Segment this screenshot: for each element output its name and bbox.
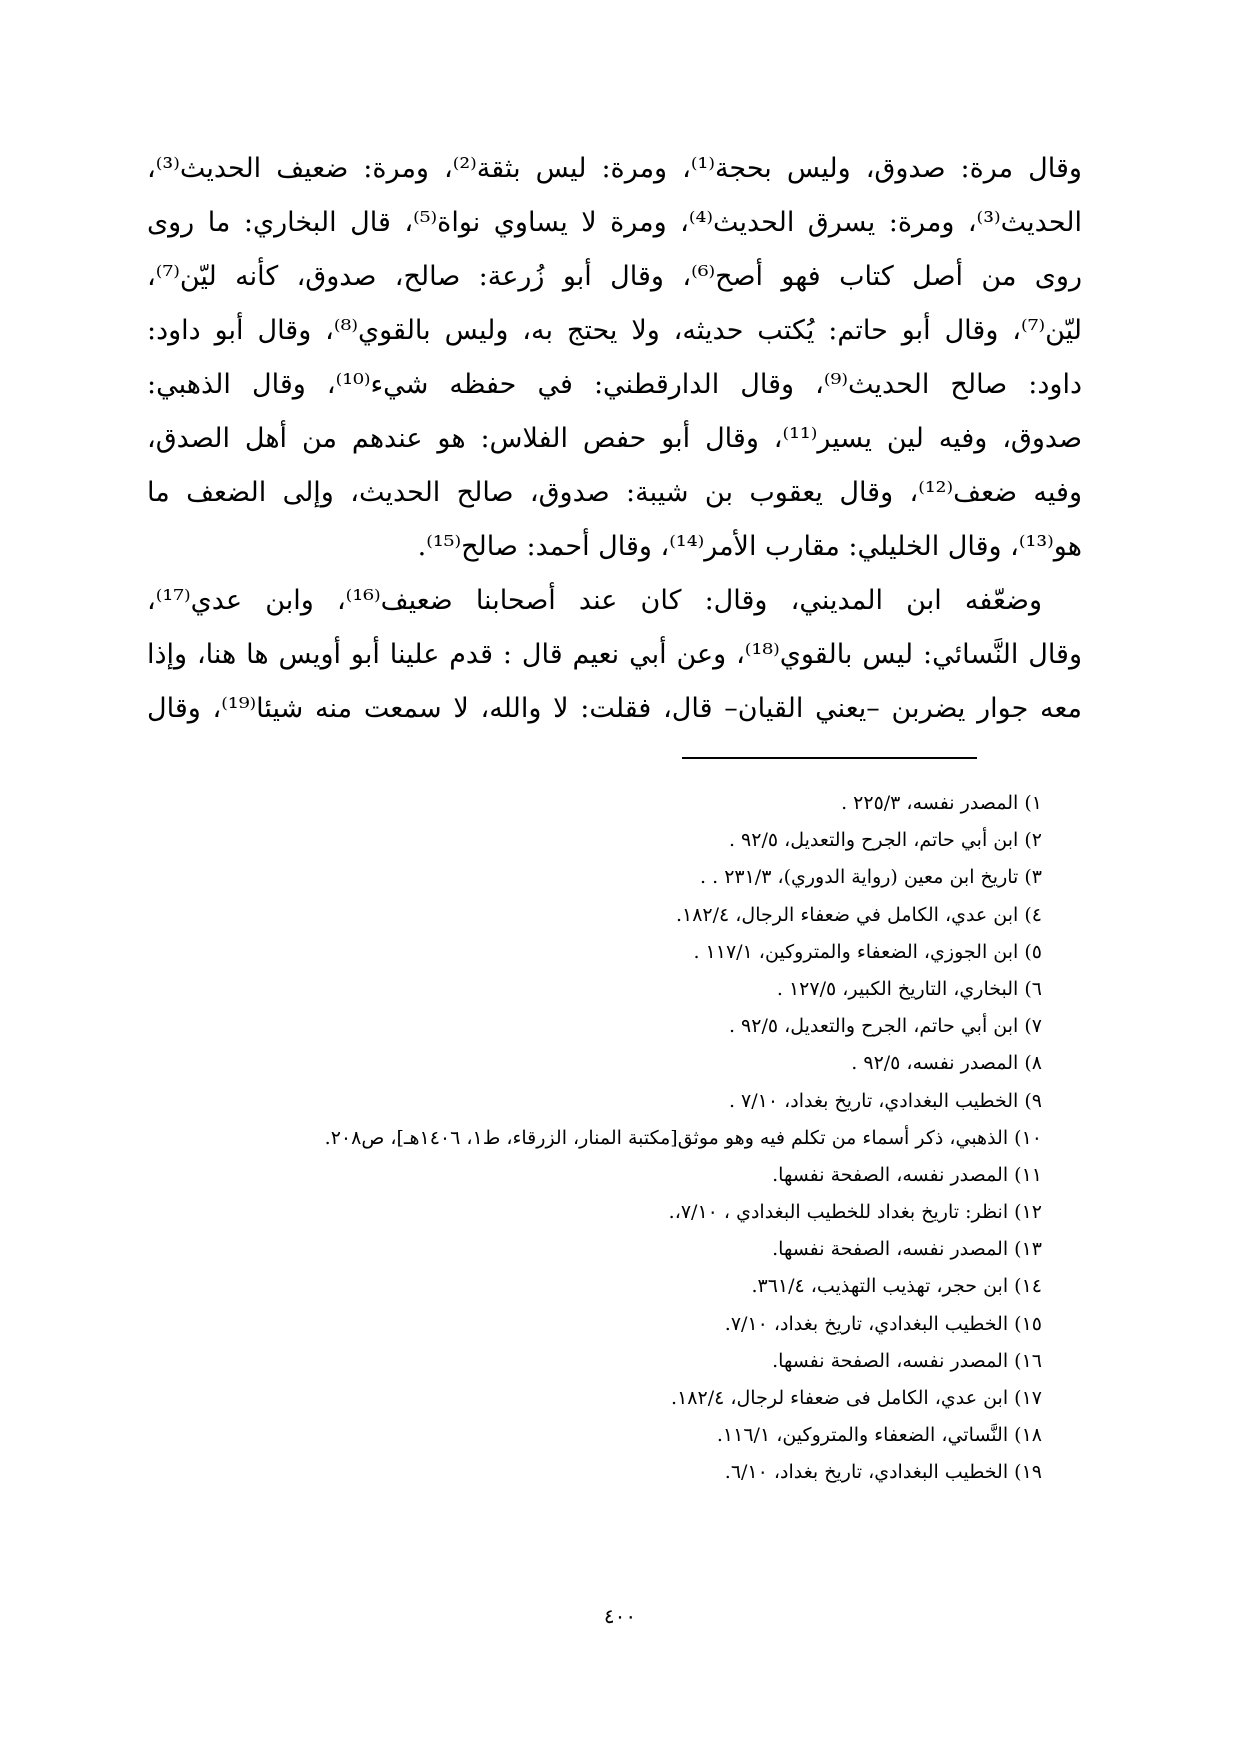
page-number: ٤٠٠ — [603, 1604, 637, 1628]
footnote-separator — [682, 757, 977, 759]
footnote-7: ٧) ابن أبي حاتم، الجرح والتعديل، ٩٢/٥ . — [728, 1015, 1042, 1038]
footnote-8: ٨) المصدر نفسه، ٩٢/٥ . — [851, 1052, 1042, 1075]
body-line-6: صدوق، وفيه لين يسير⁽¹¹⁾، وقال أبو حفص الفلاس: هو عندهم من أهل الصدق، — [147, 423, 1082, 454]
footnote-19: ١٩) الخطيب البغدادي، تاريخ بغداد، ٦/١٠. — [724, 1461, 1042, 1484]
footnote-15: ١٥) الخطيب البغدادي، تاريخ بغداد، ٧/١٠. — [724, 1312, 1042, 1335]
footnote-11: ١١) المصدر نفسه، الصفحة نفسها. — [772, 1163, 1042, 1186]
body-line-7: وفيه ضعف⁽¹²⁾، وقال يعقوب بن شيبة: صدوق، صالح الحديث، وإلى الضعف ما — [147, 477, 1082, 508]
body-line-3: روى من أصل كتاب فهو أصح⁽⁶⁾، وقال أبو زُرعة: صالح، صدوق، كأنه ليّن⁽⁷⁾، — [147, 261, 1082, 292]
footnote-9: ٩) الخطيب البغدادي، تاريخ بغداد، ٧/١٠ . — [728, 1089, 1042, 1112]
body-line-11: معه جوار يضربن –يعني القيان– قال، فقلت: لا والله، لا سمعت منه شيئا⁽¹⁹⁾، وقال — [147, 693, 1082, 724]
body-line-4: ليّن⁽⁷⁾، وقال أبو حاتم: يُكتب حديثه، ولا يحتج به، وليس بالقوي⁽⁸⁾، وقال أبو داود: — [147, 315, 1082, 346]
footnote-10: ١٠) الذهبي، ذكر أسماء من تكلم فيه وهو موثق[مكتبة المنار، الزرقاء، ط١، ١٤٠٦هـ]، ص٢٠٨. — [324, 1126, 1042, 1149]
body-line-10: وقال النَّسائي: ليس بالقوي⁽¹⁸⁾، وعن أبي نعيم قال : قدم علينا أبو أويس ها هنا، وإذا — [147, 639, 1082, 670]
footnote-6: ٦) البخاري، التاريخ الكبير، ١٢٧/٥ . — [776, 977, 1042, 1000]
footnote-1: ١) المصدر نفسه، ٢٢٥/٣ . — [841, 792, 1042, 814]
footnote-2: ٢) ابن أبي حاتم، الجرح والتعديل، ٩٢/٥ . — [728, 829, 1042, 852]
footnote-4: ٤) ابن عدي، الكامل في ضعفاء الرجال، ١٨٢/٤. — [675, 903, 1042, 926]
footnote-14: ١٤) ابن حجر، تهذيب التهذيب، ٣٦١/٤. — [751, 1275, 1042, 1298]
footnote-5: ٥) ابن الجوزي، الضعفاء والمتروكين، ١١٧/١ . — [693, 940, 1042, 963]
footnote-16: ١٦) المصدر نفسه، الصفحة نفسها. — [772, 1349, 1042, 1372]
body-line-8: هو⁽¹³⁾، وقال الخليلي: مقارب الأمر⁽¹⁴⁾، وقال أحمد: صالح⁽¹⁵⁾. — [417, 531, 1082, 562]
body-line-2: الحديث⁽³⁾، ومرة: يسرق الحديث⁽⁴⁾، ومرة لا يساوي نواة⁽⁵⁾، قال البخاري: ما روى — [147, 207, 1082, 238]
main-text-block — [147, 142, 1082, 736]
body-line-1: وقال مرة: صدوق، وليس بحجة⁽¹⁾، ومرة: ليس بثقة⁽²⁾، ومرة: ضعيف الحديث⁽³⁾، — [147, 153, 1082, 184]
footnotes-list — [112, 785, 1042, 1492]
footnote-17: ١٧) ابن عدي، الكامل فى ضعفاء لرجال، ١٨٢/٤. — [671, 1387, 1042, 1409]
footnote-18: ١٨) النَّساتي، الضعفاء والمتروكين، ١١٦/١. — [716, 1424, 1042, 1447]
footnote-12: ١٢) انظر: تاريخ بغداد للخطيب البغدادي ، ٧/١٠،. — [668, 1201, 1042, 1224]
footnote-3: ٣) تاريخ ابن معين (رواية الدوري)، ٢٣١/٣ . . — [700, 866, 1042, 889]
footnote-13: ١٣) المصدر نفسه، الصفحة نفسها. — [772, 1238, 1042, 1261]
body-line-5: داود: صالح الحديث⁽⁹⁾، وقال الدارقطني: في حفظه شيء⁽¹⁰⁾، وقال الذهبي: — [147, 369, 1082, 400]
body-line-9: وضعّفه ابن المديني، وقال: كان عند أصحابنا ضعيف⁽¹⁶⁾، وابن عدي⁽¹⁷⁾، — [147, 585, 1042, 616]
